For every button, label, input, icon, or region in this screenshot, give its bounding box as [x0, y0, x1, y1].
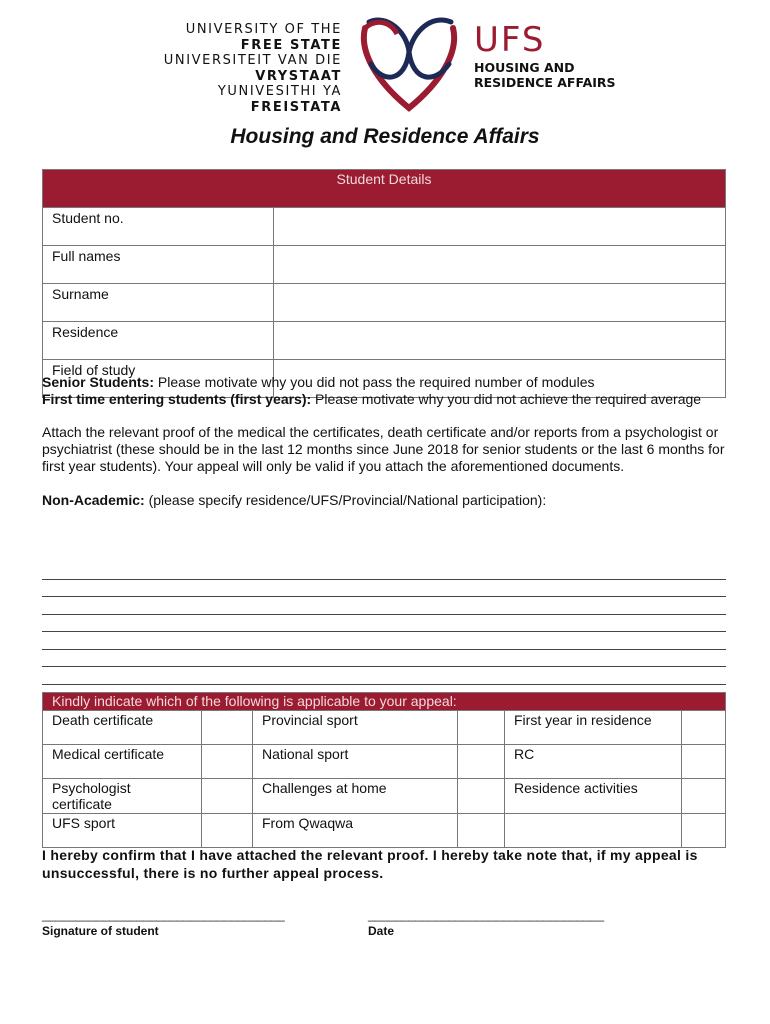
uni-line: YUNIVESITHI YA — [217, 84, 342, 100]
field-label: Full names — [43, 246, 274, 284]
senior-text: Please motivate why you did not pass the required number of modules — [154, 374, 595, 390]
option-label: Provincial sport — [253, 711, 458, 745]
dept-line: HOUSING AND — [474, 60, 575, 75]
field-label: Field of study — [43, 360, 274, 398]
option-checkbox[interactable] — [458, 711, 505, 745]
option-checkbox[interactable] — [682, 711, 726, 745]
option-checkbox[interactable] — [682, 745, 726, 779]
option-checkbox[interactable] — [202, 814, 253, 848]
student-details-table — [42, 169, 726, 398]
instructions — [42, 374, 732, 508]
option-label: First year in residence — [505, 711, 682, 745]
dept-line: RESIDENCE AFFAIRS — [474, 75, 616, 90]
ufs-brand: UFS — [474, 20, 546, 60]
uni-line: VRYSTAAT — [255, 68, 342, 84]
option-label: Psychologist certificate — [43, 779, 202, 814]
senior-label: Senior Students: — [42, 374, 155, 390]
date-label: Date — [368, 924, 395, 938]
option-checkbox[interactable] — [202, 711, 253, 745]
option-checkbox[interactable] — [202, 745, 253, 779]
option-checkbox[interactable] — [458, 745, 505, 779]
appeal-heading: Kindly indicate which of the following is applicable to your appeal: — [43, 693, 726, 711]
option-checkbox[interactable] — [682, 814, 726, 848]
writing-line[interactable] — [42, 632, 726, 650]
student-details-heading: Student Details — [43, 170, 726, 208]
uni-line: UNIVERSITY OF THE — [185, 22, 342, 37]
first-year-label: First time entering students (first years): — [42, 390, 312, 407]
option-label: From Qwaqwa — [253, 814, 458, 848]
field-label: Student no. — [43, 208, 274, 246]
date-line[interactable]: ___________________________________ — [368, 907, 604, 922]
option-checkbox[interactable] — [458, 779, 505, 814]
senior-paragraph — [42, 374, 732, 391]
option-checkbox[interactable] — [458, 814, 505, 848]
option-label: Medical certificate — [43, 745, 202, 779]
option-checkbox[interactable] — [202, 779, 253, 814]
option-label: National sport — [253, 745, 458, 779]
signature-label: Signature of student — [42, 924, 159, 938]
non-academic-label: Non-Academic: — [42, 491, 145, 508]
appeal-options-table — [42, 692, 726, 848]
first-year-paragraph — [42, 391, 732, 408]
university-name — [160, 22, 342, 116]
writing-line[interactable] — [42, 650, 726, 668]
writing-line[interactable] — [42, 667, 726, 685]
ufs-heart-logo — [357, 12, 462, 114]
writing-line[interactable] — [42, 597, 726, 615]
signature-line[interactable]: ____________________________________ — [42, 907, 285, 922]
option-label: UFS sport — [43, 814, 202, 848]
non-academic-paragraph — [42, 492, 732, 509]
first-year-text: Please motivate why you did not achieve the required average — [311, 390, 702, 407]
option-label — [505, 814, 682, 848]
writing-line[interactable] — [42, 580, 726, 598]
option-label: RC — [505, 745, 682, 779]
writing-line[interactable] — [42, 615, 726, 633]
option-label: Challenges at home — [253, 779, 458, 814]
department-name — [474, 60, 616, 90]
field-label: Surname — [43, 284, 274, 322]
confirmation-statement: I hereby confirm that I have attached the relevant proof. I hereby take note that, if my appeal is unsuccessful, there is no further appeal process. — [42, 847, 698, 881]
uni-line: FREISTATA — [250, 99, 342, 115]
motivation-lines[interactable] — [42, 562, 726, 685]
option-label: Residence activities — [505, 779, 682, 814]
option-label: Death certificate — [43, 711, 202, 745]
surname-field[interactable] — [274, 284, 726, 322]
full-names-field[interactable] — [274, 246, 726, 284]
residence-field[interactable] — [274, 322, 726, 360]
uni-line: UNIVERSITEIT VAN DIE — [163, 53, 342, 69]
attach-paragraph: Attach the relevant proof of the medical the certificates, death certificate and/or reports from a psychologist or psychiatrist (these should be in the last 12 months since June 2018 for senior students or the last 6 months for first year students). Your appeal will only be valid if you attach the aforementioned documents. — [42, 424, 725, 474]
uni-line: FREE STATE — [240, 37, 342, 53]
non-academic-text: (please specify residence/UFS/Provincial/National participation): — [144, 491, 547, 508]
option-checkbox[interactable] — [682, 779, 726, 814]
student-no-field[interactable] — [274, 208, 726, 246]
writing-line[interactable] — [42, 562, 726, 580]
field-label: Residence — [43, 322, 274, 360]
page-title: Housing and Residence Affairs — [230, 125, 540, 148]
